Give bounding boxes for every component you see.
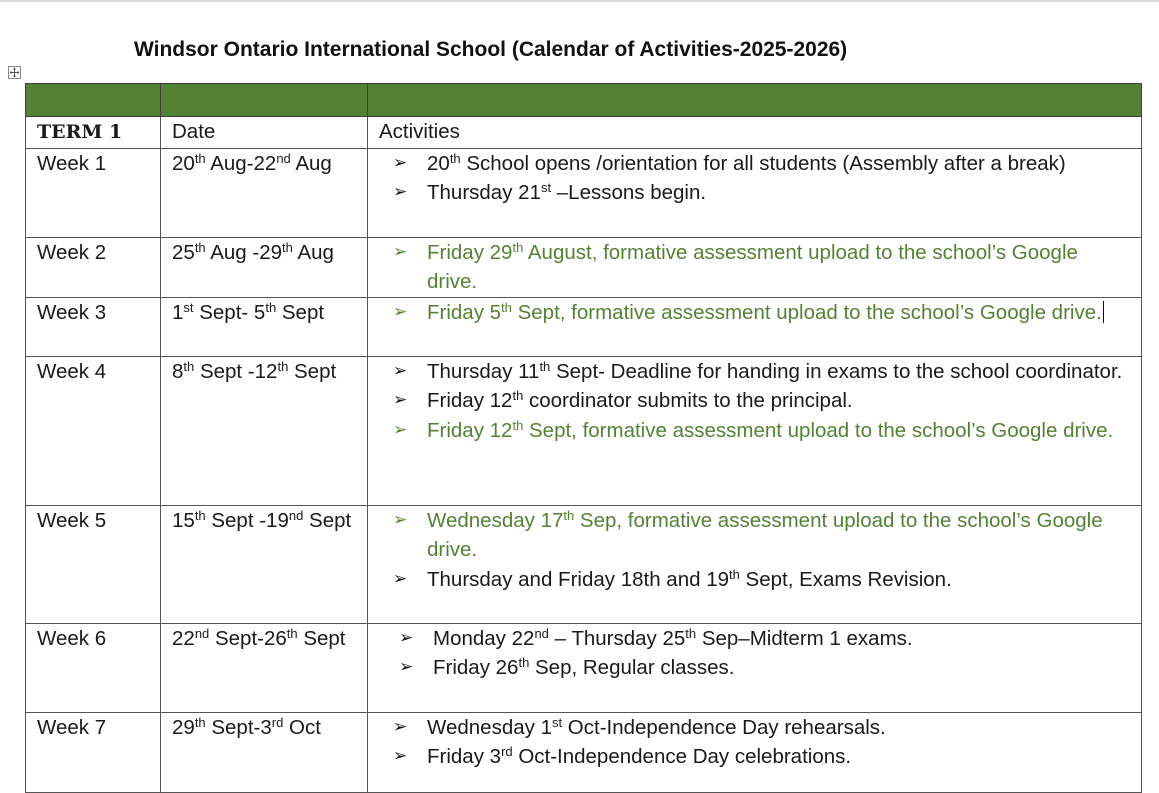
- activity-item: ➢ Friday 26th Sep, Regular classes.: [433, 653, 1130, 683]
- date-cell: [161, 237, 368, 297]
- activity-list: [379, 506, 1130, 595]
- ordinal-suffix: th: [449, 150, 461, 166]
- ordinal-suffix: th: [518, 655, 530, 670]
- week-cell: [26, 148, 161, 237]
- table-row: [26, 237, 1142, 297]
- ordinal-suffix: nd: [288, 507, 304, 523]
- date-range: 25th Aug -29th Aug: [172, 239, 334, 264]
- week-cell: [26, 505, 161, 623]
- date-cell: [161, 623, 368, 712]
- date-range: 8th Sept -12th Sept: [172, 358, 337, 383]
- ordinal-suffix: th: [194, 150, 206, 166]
- ordinal-suffix: th: [286, 625, 298, 641]
- table-row: [26, 712, 1142, 792]
- activity-item: ➢ Friday 3rd Oct-Independence Day celebrations.: [427, 742, 1130, 772]
- table-row: [26, 356, 1142, 505]
- ordinal-suffix: th: [685, 625, 697, 641]
- table-header-band: [26, 84, 1142, 117]
- activity-list: [379, 149, 1130, 208]
- ordinal-suffix: th: [194, 714, 206, 730]
- document-title: Windsor Ontario International School (Calendar of Activities-2025-2026): [134, 38, 848, 61]
- activity-item-formative: ➢ Friday 29th August, formative assessment upload to the school’s Google drive.: [427, 238, 1130, 297]
- week-cell: [26, 712, 161, 792]
- activity-list: [379, 357, 1130, 446]
- activity-item-formative: ➢ Wednesday 17th Sep, formative assessment upload to the school’s Google drive.: [427, 506, 1130, 565]
- activities-heading: Activities: [379, 120, 460, 143]
- date-range: 22nd Sept-26th Sept: [172, 625, 346, 650]
- activity-list: [379, 298, 1130, 328]
- ordinal-suffix: rd: [501, 744, 513, 759]
- ordinal-suffix: nd: [194, 625, 210, 641]
- ordinal-suffix: th: [277, 358, 289, 374]
- activities-cell: [368, 712, 1142, 792]
- activities-cell: [368, 237, 1142, 297]
- page-top-border: [0, 0, 1159, 2]
- band-cell: [161, 84, 368, 117]
- ordinal-suffix: rd: [271, 714, 284, 730]
- table-row: [26, 623, 1142, 712]
- activities-cell: [368, 623, 1142, 712]
- date-cell: [161, 712, 368, 792]
- date-cell: [161, 297, 368, 356]
- table-row: [26, 297, 1142, 356]
- activity-item-formative: ➢ Friday 5th Sept, formative assessment upload to the school’s Google drive.: [427, 298, 1130, 328]
- date-range: 1st Sept- 5th Sept: [172, 299, 325, 324]
- week-cell: [26, 623, 161, 712]
- week-cell: [26, 356, 161, 505]
- activity-item: ➢ Wednesday 1st Oct-Independence Day rehearsals.: [427, 713, 1130, 743]
- activity-list: [379, 624, 1130, 683]
- activities-cell: [368, 505, 1142, 623]
- activities-cell: [368, 148, 1142, 237]
- date-cell: [161, 356, 368, 505]
- ordinal-suffix: st: [183, 299, 194, 315]
- ordinal-suffix: th: [512, 388, 524, 403]
- band-cell: [26, 84, 161, 117]
- date-range: 15th Sept -19nd Sept: [172, 507, 352, 532]
- week-cell: [26, 297, 161, 356]
- activity-item: ➢ 20th School opens /orientation for all students (Assembly after a break): [427, 149, 1130, 179]
- date-range: 20th Aug-22nd Aug: [172, 150, 332, 175]
- ordinal-suffix: th: [194, 239, 206, 255]
- week-cell: [26, 237, 161, 297]
- activity-list: [379, 713, 1130, 772]
- week-label: Week 2: [37, 240, 107, 264]
- activity-item-formative: ➢ Friday 12th Sept, formative assessment upload to the school’s Google drive.: [427, 416, 1130, 446]
- band-cell: [368, 84, 1142, 117]
- ordinal-suffix: nd: [534, 625, 549, 641]
- ordinal-suffix: th: [729, 566, 740, 582]
- activities-cell: [368, 356, 1142, 505]
- ordinal-suffix: th: [539, 358, 551, 374]
- ordinal-suffix: th: [512, 417, 524, 433]
- week-label: Week 6: [37, 626, 107, 650]
- activity-item: ➢ Thursday and Friday 18th and 19th Sept, Exams Revision.: [427, 565, 1130, 595]
- ordinal-suffix: th: [501, 299, 512, 315]
- date-heading: Date: [172, 120, 216, 143]
- activity-item: ➢ Thursday 21st –Lessons begin.: [427, 178, 1130, 208]
- activity-item: ➢ Friday 12th coordinator submits to the principal.: [427, 386, 1130, 416]
- activity-item: ➢ Thursday 11th Sept- Deadline for handing in exams to the school coordinator.: [427, 357, 1130, 387]
- ordinal-suffix: st: [540, 180, 552, 195]
- table-row: [26, 505, 1142, 623]
- activity-list: [379, 238, 1130, 297]
- week-label: Week 7: [37, 715, 107, 739]
- date-cell: [161, 505, 368, 623]
- ordinal-suffix: th: [183, 358, 195, 374]
- table-row: [26, 148, 1142, 237]
- date-cell: [161, 148, 368, 237]
- ordinal-suffix: th: [194, 507, 206, 523]
- activities-cell: [368, 297, 1142, 356]
- table-move-handle-icon[interactable]: [8, 66, 21, 79]
- ordinal-suffix: th: [265, 299, 277, 315]
- week-label: Week 5: [37, 508, 107, 532]
- week-label: Week 4: [37, 359, 107, 383]
- date-range: 29th Sept-3rd Oct: [172, 714, 321, 739]
- term-heading: TERM 1: [37, 121, 123, 143]
- calendar-table: [25, 83, 1142, 793]
- activity-item: ➢ Monday 22nd – Thursday 25th Sep–Midterm 1 exams.: [433, 624, 1130, 654]
- ordinal-suffix: nd: [276, 150, 291, 166]
- ordinal-suffix: th: [512, 239, 524, 255]
- ordinal-suffix: st: [551, 714, 563, 730]
- week-label: Week 3: [37, 300, 107, 324]
- ordinal-suffix: th: [282, 239, 293, 255]
- ordinal-suffix: th: [563, 507, 575, 523]
- week-label: Week 1: [37, 151, 107, 175]
- text-cursor: [1103, 301, 1104, 323]
- table-header-row: [26, 117, 1142, 149]
